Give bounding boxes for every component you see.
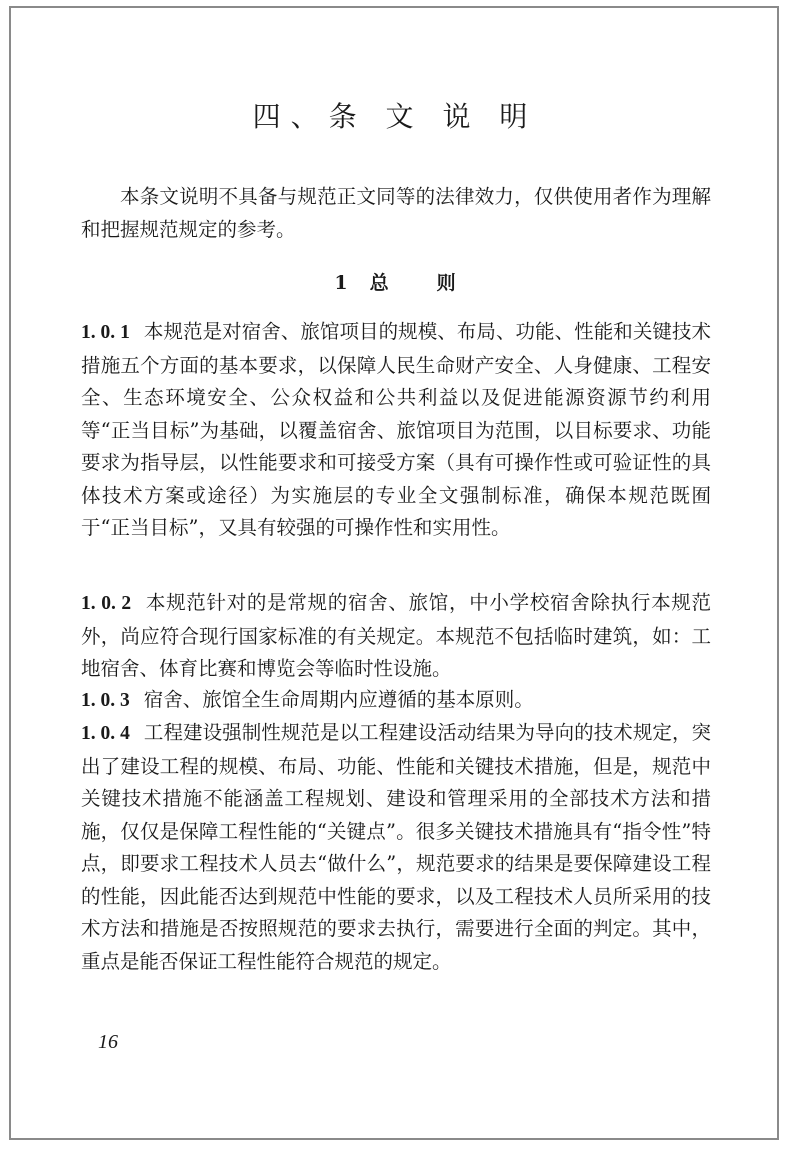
section-title-char-2: 则 — [436, 272, 456, 294]
clause-number: 1. 0. 2 — [81, 593, 132, 614]
section-heading — [0, 268, 790, 295]
clause-number: 1. 0. 1 — [81, 322, 130, 343]
clause-text: 本规范是对宿舍、旅馆项目的规模、布局、功能、性能和关键技术措施五个方面的基本要求，以保障人民生命财产安全、人身健康、工程安全、生态环境安全、公众权益和公共利益以及促进能源资源节约利用等“正当目标”为基础，以覆盖宿舍、旅馆项目为范围，以目标要求、功能要求为指导层，以性能要求和可接受方案（具有可操作性或可验证性的具体技术方案或途径）为实施层的专业全文强制标准，确保本规范既囿于“正当目标”，又具有较强的可操作性和实用性。 — [81, 320, 711, 539]
clause-text: 宿舍、旅馆全生命周期内应遵循的基本原则。 — [143, 688, 534, 711]
clause-1-0-2 — [81, 587, 711, 686]
intro-paragraph: 本条文说明不具备与规范正文同等的法律效力，仅供使用者作为理解和把握规范规定的参考。 — [81, 185, 711, 241]
clause-1-0-3 — [81, 684, 711, 718]
clause-text: 本规范针对的是常规的宿舍、旅馆，中小学校宿舍除执行本规范外，尚应符合现行国家标准的有关规定。本规范不包括临时建筑，如：工地宿舍、体育比赛和博览会等临时性设施。 — [81, 591, 711, 680]
clause-text: 工程建设强制性规范是以工程建设活动结果为导向的技术规定，突出了建设工程的规模、布局、功能、性能和关键技术措施，但是，规范中关键技术措施不能涵盖工程规划、建设和管理采用的全部技术方法和措施，仅仅是保障工程性能的“关键点”。很多关键技术措施具有“指令性”特点，即要求工程技术人员去“做什么”，规范要求的结果是要保障建设工程的性能，因此能否达到规范中性能的要求，以及工程技术人员所采用的技术方法和措施是否按照规范的要求去执行，需要进行全面的判定。其中，重点是能否保证工程性能符合规范的规定。 — [81, 721, 711, 973]
clause-number: 1. 0. 3 — [81, 690, 130, 711]
page-title: 四、条 文 说 明 — [252, 100, 538, 133]
page-number: 16 — [98, 1031, 118, 1053]
clause-number: 1. 0. 4 — [81, 723, 130, 744]
clause-1-0-1 — [81, 316, 711, 545]
section-number: 1 — [334, 272, 348, 294]
section-title-char-1: 总 — [369, 272, 389, 294]
clause-1-0-4 — [81, 717, 711, 978]
